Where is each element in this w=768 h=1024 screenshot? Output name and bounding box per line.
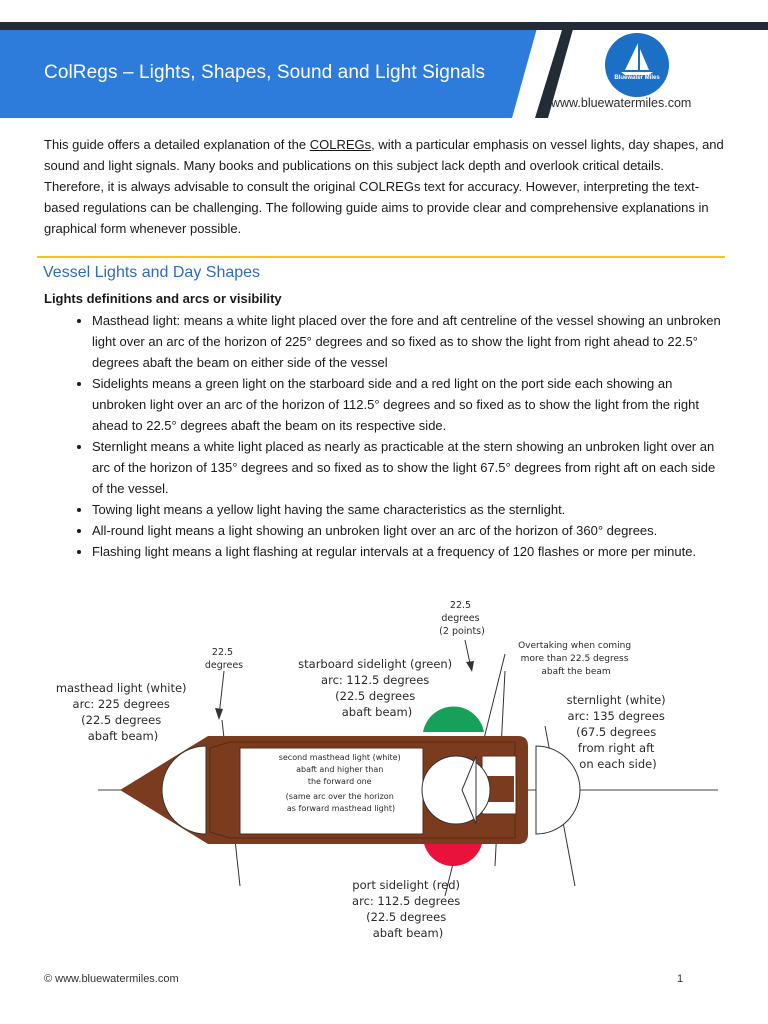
list-item: • Sidelights means a green light on the starboard side and a red light on the port side each showing an unbroken light over an arc of the horizon of 112.5° degrees and so fixed as to show the light from the right ahead to 22.5° degrees abaft the beam on its respective side. bbox=[92, 373, 726, 436]
list-item: • Towing light means a yellow light having the same characteristics as the sternlight. bbox=[92, 499, 726, 520]
list-item: • Sternlight means a white light placed as nearly as practicable at the stern showing an unbroken light over an arc of the horizon of 135° degrees and so fixed as to show the light 67.5° degrees from right aft on each side of the vessel. bbox=[92, 436, 726, 499]
sternlight-label: sternlight (white) arc: 135 degrees (67.5 degrees from right aft on each side) bbox=[566, 693, 666, 771]
definitions-list bbox=[44, 310, 726, 562]
intro-paragraph bbox=[44, 134, 726, 239]
bluewater-miles-logo[interactable] bbox=[605, 33, 669, 97]
starboard-arc-note: 22.5 degrees (2 points) bbox=[439, 600, 485, 637]
colregs-link[interactable]: COLREGs bbox=[309, 137, 372, 152]
sailboat-icon bbox=[605, 33, 669, 97]
intro-text-start: This guide offers a detailed explanation of the bbox=[44, 137, 310, 152]
list-item: • Masthead light: means a white light placed over the fore and aft centreline of the vessel showing an unbroken light over an arc of the horizon of 225° degrees and so fixed as to show the light from right ahead to 22.5° degrees abaft the beam on either side of the vessel bbox=[92, 310, 726, 373]
subheading: Lights definitions and arcs or visibility bbox=[44, 291, 282, 306]
second-masthead-light bbox=[422, 756, 490, 824]
header-dark-line bbox=[572, 22, 768, 30]
port-sidelight-label: port sidelight (red) arc: 112.5 degrees (22.5 degrees abaft beam) bbox=[352, 878, 461, 940]
section-heading-text: Vessel Lights and Day Shapes bbox=[43, 264, 261, 281]
section-heading bbox=[37, 256, 725, 288]
masthead-light-arc bbox=[162, 746, 206, 834]
site-url-link[interactable]: www.bluewatermiles.com bbox=[551, 96, 692, 110]
overtaking-note: Overtaking when coming more than 22.5 degress abaft the beam bbox=[518, 641, 632, 677]
list-item: • Flashing light means a light flashing at regular intervals at a frequency of 120 flashes or more per minute. bbox=[92, 541, 726, 562]
vessel-lights-diagram bbox=[0, 596, 768, 956]
page-header bbox=[0, 0, 768, 130]
footer-copyright: © www.bluewatermiles.com bbox=[44, 973, 179, 985]
starboard-sidelight-label: starboard sidelight (green) arc: 112.5 degrees (22.5 degrees abaft beam) bbox=[298, 657, 453, 719]
starboard-sidelight-green bbox=[423, 707, 484, 732]
intro-text-end: , with a particular emphasis on vessel lights, day shapes, and sound and light signals. Many books and publications on this subject lack depth and overlook critical details. Therefore, it is always advisable to consult the original COLREGs text for accuracy. However, interpreting the text-based regulations can be challenging. The following guide aims to provide clear and comprehensive explanations in graphical form whenever possible. bbox=[44, 137, 724, 236]
masthead-arc-note: 22.5 degrees bbox=[204, 647, 244, 671]
list-item: • All-round light means a light showing an unbroken light over an arc of the horizon of 360° degrees. bbox=[92, 520, 726, 541]
sternlight-arc bbox=[536, 746, 580, 834]
logo-text: Bluewater Miles bbox=[614, 75, 660, 81]
page-title: ColRegs – Lights, Shapes, Sound and Light Signals bbox=[44, 62, 486, 83]
second-masthead-label: second masthead light (white) abaft and higher than the forward one (same arc over the horizon as forward masthead light) bbox=[278, 753, 401, 813]
page-number: 1 bbox=[677, 973, 684, 985]
masthead-light-label: masthead light (white) arc: 225 degrees (22.5 degrees abaft beam) bbox=[55, 681, 187, 743]
